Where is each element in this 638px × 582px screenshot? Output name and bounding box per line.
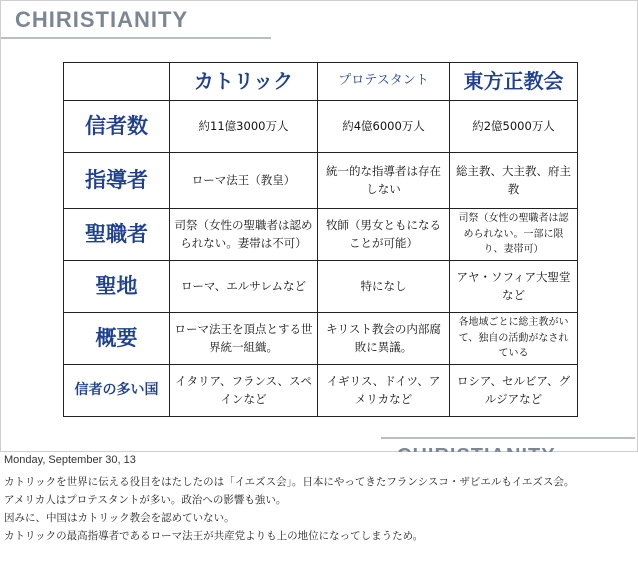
column-header-orthodox: 東方正教会 xyxy=(450,63,578,101)
speaker-notes xyxy=(0,452,638,582)
row-header-holy-site: 聖地 xyxy=(64,261,170,313)
table-row xyxy=(64,313,578,365)
column-header-protestant: プロテスタント xyxy=(318,63,450,101)
note-line: 因みに、中国はカトリック教会を認めていない。 xyxy=(4,512,235,524)
row-header-leader: 指導者 xyxy=(64,153,170,209)
row-header-countries: 信者の多い国 xyxy=(64,365,170,417)
table-cell: 司祭（女性の聖職者は認められない。妻帯は不可） xyxy=(170,209,318,261)
table-cell: 特になし xyxy=(318,261,450,313)
note-line: カトリックの最高指導者であるローマ法王が共産党よりも上の地位になってしまうため。 xyxy=(4,530,424,542)
table-cell: 約11億3000万人 xyxy=(170,101,318,153)
table-cell: キリスト教会の内部腐敗に異議。 xyxy=(318,313,450,365)
table-cell: ローマ法王（教皇） xyxy=(170,153,318,209)
table-cell: イギリス、ドイツ、アメリカなど xyxy=(318,365,450,417)
table-row xyxy=(64,365,578,417)
table-row xyxy=(64,153,578,209)
notes-date: Monday, September 30, 13 xyxy=(4,454,136,466)
table-row xyxy=(64,209,578,261)
table-cell: 司祭（女性の聖職者は認められない。一部に限り、妻帯可） xyxy=(450,209,578,261)
comparison-table xyxy=(63,62,578,417)
brand-title-top: CHIRISTIANITY xyxy=(15,7,189,32)
table-cell: 各地域ごとに総主教がいて、独自の活動がなされている xyxy=(450,313,578,365)
column-header-catholic: カトリック xyxy=(170,63,318,101)
divider-top xyxy=(1,37,271,39)
divider-bottom xyxy=(381,437,635,439)
table-cell: 牧師（男女ともになることが可能） xyxy=(318,209,450,261)
table-cell: 約2億5000万人 xyxy=(450,101,578,153)
table-corner xyxy=(64,63,170,101)
table-cell: 約4億6000万人 xyxy=(318,101,450,153)
row-header-clergy: 聖職者 xyxy=(64,209,170,261)
table-cell: 統一的な指導者は存在しない xyxy=(318,153,450,209)
row-header-overview: 概要 xyxy=(64,313,170,365)
note-line: カトリックを世界に伝える役目をはたしたのは「イエズス会」。日本にやってきたフランシスコ・ザビエルもイエズス会。 xyxy=(4,476,575,488)
table-cell: 総主教、大主教、府主教 xyxy=(450,153,578,209)
table-cell: ローマ、エルサレムなど xyxy=(170,261,318,313)
note-line: アメリカ人はプロテスタントが多い。政治への影響も強い。 xyxy=(4,494,287,506)
row-header-believers: 信者数 xyxy=(64,101,170,153)
table-cell: アヤ・ソフィア大聖堂など xyxy=(450,261,578,313)
table-cell: ローマ法王を頂点とする世界統一組織。 xyxy=(170,313,318,365)
table-row xyxy=(64,261,578,313)
table-cell: ロシア、セルビア、グルジアなど xyxy=(450,365,578,417)
table-header-row xyxy=(64,63,578,101)
table-row xyxy=(64,101,578,153)
table-cell: イタリア、フランス、スペインなど xyxy=(170,365,318,417)
